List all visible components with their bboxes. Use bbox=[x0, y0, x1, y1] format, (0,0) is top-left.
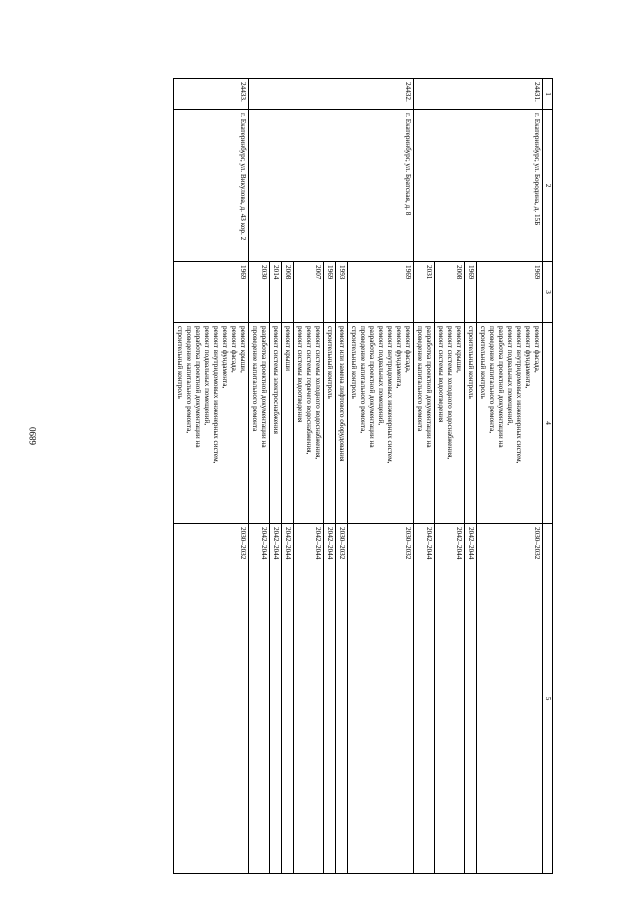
works-cell bbox=[294, 323, 324, 524]
work-item: ремонт системы водоотведения bbox=[296, 326, 304, 423]
work-item: разработка проектной документации на bbox=[425, 326, 433, 448]
work-item: ремонт системы холодного водоснабжения, bbox=[314, 326, 322, 460]
period-cell: 2030–2032 bbox=[477, 524, 543, 874]
table-row bbox=[477, 79, 543, 874]
address-cell: г. Екатеринбург, ул. Викулова, д. 43 кор. 2 bbox=[174, 110, 249, 262]
work-item: ремонт подвальных помещений, bbox=[377, 326, 385, 426]
header-row bbox=[543, 79, 553, 874]
year-cell: 1969 bbox=[465, 262, 477, 323]
column-header: 2 bbox=[543, 110, 553, 262]
work-item: ремонт или замена лифтового оборудования bbox=[338, 326, 346, 462]
year-cell: 2007 bbox=[294, 262, 324, 323]
year-cell: 1993 bbox=[336, 262, 348, 323]
address-cell: г. Екатеринбург, ул. Бородина, д. 15Б bbox=[414, 110, 543, 262]
period-cell: 2042–2044 bbox=[414, 524, 435, 874]
works-cell bbox=[324, 323, 336, 524]
work-item: проведение капитального ремонта, bbox=[488, 326, 496, 434]
works-cell bbox=[414, 323, 435, 524]
work-item: строительный контроль bbox=[467, 326, 475, 399]
work-item: ремонт системы электроснабжения bbox=[272, 326, 280, 434]
work-item: ремонт подвальных помещений, bbox=[203, 326, 211, 426]
work-item: ремонт фундамента, bbox=[221, 326, 229, 389]
work-item: ремонт фасада, bbox=[404, 326, 412, 373]
work-item: разработка проектной документации на bbox=[497, 326, 505, 448]
work-item: ремонт системы водоотведения bbox=[437, 326, 445, 423]
period-cell: 2042–2044 bbox=[249, 524, 270, 874]
address-cell: г. Екатеринбург, ул. Братская, д. 8 bbox=[249, 110, 414, 262]
year-cell: 1969 bbox=[477, 262, 543, 323]
works-cell bbox=[249, 323, 270, 524]
work-item: проведение капитального ремонта, bbox=[359, 326, 367, 434]
work-item: ремонт крыши, bbox=[239, 326, 247, 373]
works-cell bbox=[336, 323, 348, 524]
work-item: ремонт подвальных помещений, bbox=[506, 326, 514, 426]
work-item: строительный контроль bbox=[176, 326, 184, 399]
column-header: 5 bbox=[543, 524, 553, 874]
work-item: ремонт фундамента, bbox=[395, 326, 403, 389]
year-cell: 2014 bbox=[270, 262, 282, 323]
period-cell: 2030–2032 bbox=[174, 524, 249, 874]
work-item: ремонт внутридомовых инженерных систем, bbox=[386, 326, 394, 464]
period-cell: 2042–2044 bbox=[282, 524, 294, 874]
column-header: 4 bbox=[543, 323, 553, 524]
work-item: ремонт фундамента, bbox=[524, 326, 532, 389]
work-item: проведение капитального ремонта, bbox=[185, 326, 193, 434]
record-number: 24433. bbox=[174, 79, 249, 110]
work-item: разработка проектной документации на bbox=[368, 326, 376, 448]
work-item: ремонт системы холодного водоснабжения, bbox=[446, 326, 454, 460]
repair-schedule-table bbox=[173, 78, 553, 874]
record-number: 24432. bbox=[249, 79, 414, 110]
year-cell: 2008 bbox=[282, 262, 294, 323]
works-cell bbox=[282, 323, 294, 524]
work-item: ремонт крыши bbox=[284, 326, 292, 372]
work-item: ремонт внутридомовых инженерных систем, bbox=[515, 326, 523, 464]
work-item: строительный контроль bbox=[350, 326, 358, 399]
period-cell: 2030–2032 bbox=[336, 524, 348, 874]
page-number: 6890 bbox=[28, 427, 38, 445]
work-item: ремонт крыши, bbox=[455, 326, 463, 373]
work-item: ремонт внутридомовых инженерных систем, bbox=[212, 326, 220, 464]
table-row bbox=[348, 79, 414, 874]
column-header: 3 bbox=[543, 262, 553, 323]
year-cell: 1969 bbox=[348, 262, 414, 323]
work-item: ремонт системы горячего водоснабжения, bbox=[305, 326, 313, 455]
work-item: ремонт фасада, bbox=[230, 326, 238, 373]
period-cell: 2042–2044 bbox=[270, 524, 282, 874]
works-cell bbox=[174, 323, 249, 524]
work-item: разработка проектной документации на bbox=[194, 326, 202, 448]
work-item: проведение капитального ремонта bbox=[251, 326, 259, 432]
period-cell: 2042–2044 bbox=[465, 524, 477, 874]
works-cell bbox=[435, 323, 465, 524]
year-cell: 2030 bbox=[249, 262, 270, 323]
works-cell bbox=[348, 323, 414, 524]
table-row bbox=[174, 79, 249, 874]
period-cell: 2042–2044 bbox=[435, 524, 465, 874]
work-item: строительный контроль bbox=[479, 326, 487, 399]
year-cell: 1969 bbox=[324, 262, 336, 323]
period-cell: 2030–2032 bbox=[348, 524, 414, 874]
works-cell bbox=[270, 323, 282, 524]
works-cell bbox=[465, 323, 477, 524]
period-cell: 2042–2044 bbox=[294, 524, 324, 874]
year-cell: 2008 bbox=[435, 262, 465, 323]
works-cell bbox=[477, 323, 543, 524]
record-number: 24431. bbox=[414, 79, 543, 110]
work-item: разработка проектной документации на bbox=[260, 326, 268, 448]
period-cell: 2042–2044 bbox=[324, 524, 336, 874]
year-cell: 2031 bbox=[414, 262, 435, 323]
work-item: ремонт фасада, bbox=[533, 326, 541, 373]
work-item: проведение капитального ремонта bbox=[416, 326, 424, 432]
work-item: строительный контроль bbox=[326, 326, 334, 399]
column-header: 1 bbox=[543, 79, 553, 110]
year-cell: 1969 bbox=[174, 262, 249, 323]
rotated-table-container bbox=[90, 78, 553, 848]
